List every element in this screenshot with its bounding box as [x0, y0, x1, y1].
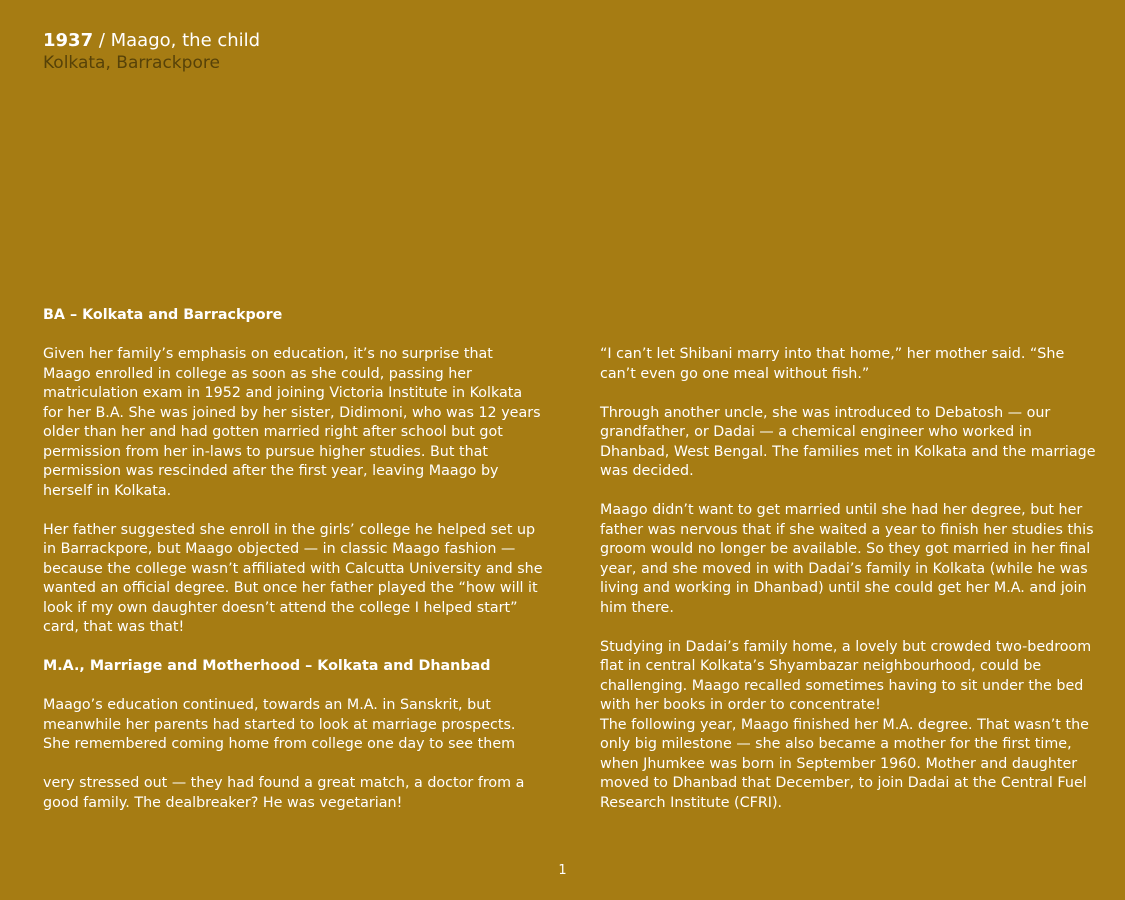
paragraph: very stressed out — they had found a great match, a doctor from a good family. The dealbreaker? He was vegetarian!: [43, 775, 525, 811]
paragraph: The following year, Maago finished her M.A. degree. That wasn’t the only big milestone — she also became a mother for the first time, when Jhumkee was born in September 1960. Mother and daughter moved to Dhanbad that December, to join Dadai at the Central Fuel Research Institute (CFRI).: [600, 716, 1089, 811]
left-column: [43, 306, 543, 833]
paragraph: “I can’t let Shibani marry into that home,” her mother said. “She can’t even go one meal without fish.”: [600, 346, 1065, 382]
paragraph: Given her family’s emphasis on education, it’s no surprise that Maago enrolled in college as soon as she could, passing her matriculation exam in 1952 and joining Victoria Institute in Kolkata for her B.A. She was joined by her sister, Didimoni, who was 12 years older than her and had gotten married right after school but got permission from her in-laws to pursue higher studies. But that permission was rescinded after the first year, leaving Maago by herself in Kolkata.: [43, 346, 541, 499]
paragraph: Studying in Dadai’s family home, a lovely but crowded two-bedroom flat in central Kolkata’s Shyambazar neighbourhood, could be challenging. Maago recalled sometimes having to sit under the bed with her books in order to concentrate!: [600, 638, 1092, 713]
paragraph: Through another uncle, she was introduced to Debatosh — our grandfather, or Dadai — a chemical engineer who worked in Dhanbad, West Bengal. The families met in Kolkata and the marriage was decided.: [600, 404, 1096, 479]
paragraph: Maago’s education continued, towards an M.A. in Sanskrit, but meanwhile her parents had started to look at marriage prospects. She remembered coming home from college one day to see them: [43, 697, 516, 752]
chapter-title: [43, 29, 260, 52]
paragraph: Her father suggested she enroll in the girls’ college he helped set up in Barrackpore, but Maago objected — in classic Maago fashion — because the college wasn’t affiliated with Calcutta University and she wanted an official degree. But once her father played the “how will it look if my own daughter doesn’t attend the college I helped start” card, that was that!: [43, 521, 543, 635]
title-separator: /: [93, 30, 111, 51]
section-heading: BA – Kolkata and Barrackpore: [43, 307, 283, 323]
page-number: 1: [558, 863, 567, 878]
page-header: [43, 29, 260, 75]
chapter-location: Kolkata, Barrackpore: [43, 53, 220, 73]
chapter-name: Maago, the child: [110, 30, 261, 51]
section-heading: M.A., Marriage and Motherhood – Kolkata and Dhanbad: [43, 658, 491, 674]
paragraph: Maago didn’t want to get married until she had her degree, but her father was nervous that if she waited a year to finish her studies this groom would no longer be available. So they got married in her final year, and she moved in with Dadai’s family in Kolkata (while he was living and working in Dhanbad) until she could get her M.A. and join him there.: [600, 502, 1094, 616]
right-column: [600, 306, 1100, 833]
chapter-year: 1937: [43, 30, 94, 51]
